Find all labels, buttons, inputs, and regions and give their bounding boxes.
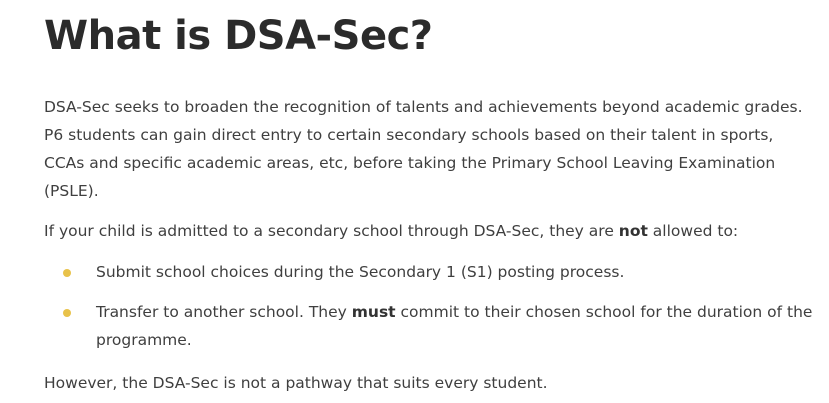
- list-item-text-before: Submit school choices during the Secondary 1 (S1) posting process.: [96, 263, 625, 281]
- restriction-emphasis: not: [618, 222, 648, 240]
- restriction-list: [44, 258, 814, 366]
- list-item-text-after: commit to their chosen school for the duration of the programme.: [96, 303, 813, 349]
- list-item-emphasis: must: [351, 303, 396, 321]
- restriction-text-before: If your child is admitted to a secondary school through DSA-Sec, they are: [44, 222, 619, 240]
- list-item-text-before: Transfer to another school. They: [96, 303, 352, 321]
- bullet-dot-icon: [63, 269, 71, 277]
- bullet-dot-icon: [63, 309, 71, 317]
- restriction-text-after: allowed to:: [647, 222, 739, 240]
- restriction-paragraph: [44, 217, 814, 245]
- list-item: [44, 298, 814, 354]
- closing-paragraph: However, the DSA-Sec is not a pathway that suits every student.: [44, 374, 548, 392]
- list-item: [44, 258, 814, 286]
- page-title: What is DSA-Sec?: [44, 13, 433, 59]
- intro-paragraph: DSA-Sec seeks to broaden the recognition of talents and achievements beyond academic grades. P6 students can gain direct entry to certain secondary schools based on their talent in sports, CCAs and specific academic areas, etc, before taking the Primary School Leaving Examination (PSLE).: [44, 98, 803, 200]
